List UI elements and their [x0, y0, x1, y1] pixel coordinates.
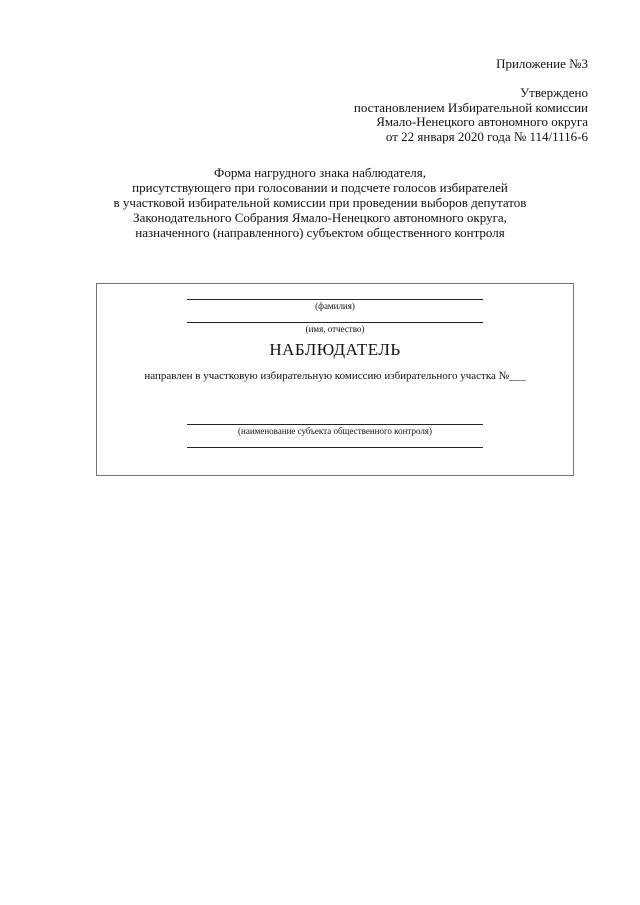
surname-caption: (фамилия): [315, 301, 355, 311]
form-heading: [0, 165, 640, 240]
name-caption: (имя, отчество): [305, 324, 365, 334]
heading-line: присутствующего при голосовании и подсчете голосов избирателей: [132, 180, 508, 195]
assignment-text: направлен в участковую избирательную комиссию избирательного участка №___: [144, 370, 526, 382]
heading-line: Форма нагрудного знака наблюдателя,: [214, 165, 426, 180]
heading-line: в участковой избирательной комиссии при проведении выборов депутатов: [113, 195, 527, 210]
extra-blank-line: [187, 447, 483, 448]
heading-line: Законодательного Собрания Ямало-Ненецкого автономного округа,: [133, 210, 507, 225]
approval-line: Утверждено: [519, 85, 588, 100]
badge-title: НАБЛЮДАТЕЛЬ: [269, 340, 401, 359]
approval-block: [354, 86, 588, 144]
approval-line: Ямало-Ненецкого автономного округа: [376, 114, 588, 129]
approval-line: постановлением Избирательной комиссии: [353, 99, 588, 115]
approval-line: от 22 января 2020 года № 114/1116-6: [385, 128, 588, 144]
name-blank-line: [187, 322, 483, 323]
subject-caption: (наименование субъекта общественного контроля): [238, 426, 432, 436]
heading-line: назначенного (направленного) субъектом общественного контроля: [135, 225, 505, 240]
subject-blank-line: [187, 424, 483, 425]
observer-badge-form: [96, 283, 574, 476]
appendix-label: Приложение №3: [496, 56, 588, 71]
surname-blank-line: [187, 299, 483, 300]
